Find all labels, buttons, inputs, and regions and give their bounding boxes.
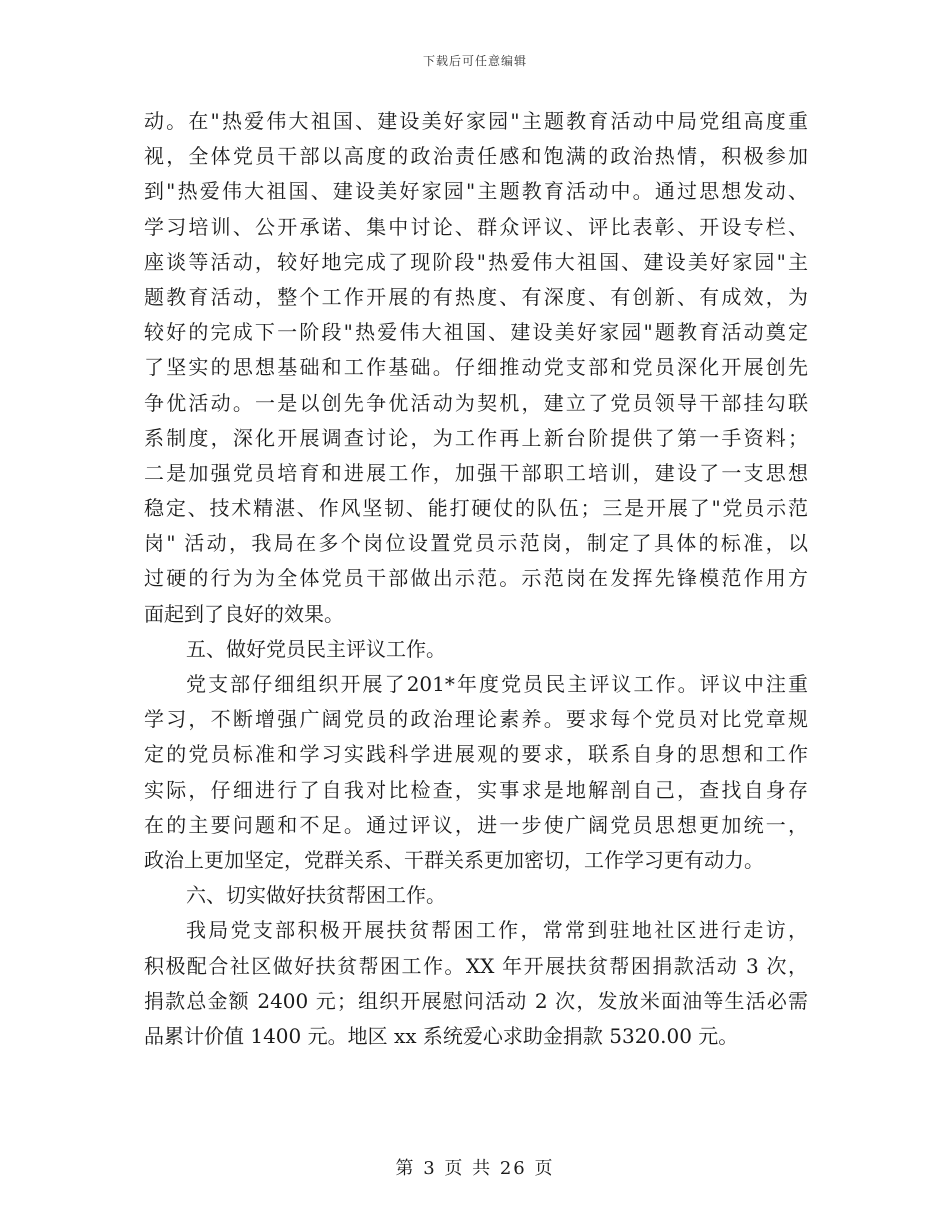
text-line: 在的主要问题和不足。通过评议，进一步使广阔党员思想更加统一， xyxy=(144,812,808,837)
text-line: 积极配合社区做好扶贫帮困工作。XX 年开展扶贫帮困捐款活动 3 次， xyxy=(144,953,808,978)
text-line: 动。在"热爱伟大祖国、建设美好家园"主题教育活动中局党组高度重 xyxy=(144,109,808,133)
text-line: 品累计价值 1400 元。地区 xx 系统爱心求助金捐款 5320.00 元。 xyxy=(144,1023,739,1048)
section-heading: 五、做好党员民主评议工作。 xyxy=(186,636,446,661)
text-line: 面起到了良好的效果。 xyxy=(144,601,344,626)
text-line: 系制度，深化开展调查讨论，为工作再上新台阶提供了第一手资料； xyxy=(144,425,808,450)
text-line: 到"热爱伟大祖国、建设美好家园"主题教育活动中。通过思想发动、 xyxy=(144,179,808,204)
text-line: 定的党员标准和学习实践科学进展观的要求，联系自身的思想和工作 xyxy=(144,742,808,767)
text-line: 实际，仔细进行了自我对比检查，实事求是地解剖自己，查找自身存 xyxy=(144,777,808,802)
text-line: 学习，不断增强广阔党员的政治理论素养。要求每个党员对比党章规 xyxy=(144,707,808,732)
section-heading: 六、切实做好扶贫帮困工作。 xyxy=(186,883,446,908)
text-line: 学习培训、公开承诺、集中讨论、群众评议、评比表彰、开设专栏、 xyxy=(144,214,808,239)
text-line: 座谈等活动，较好地完成了现阶段"热爱伟大祖国、建设美好家园"主 xyxy=(144,249,808,274)
text-line: 捐款总金额 2400 元；组织开展慰问活动 2 次，发放米面油等生活必需 xyxy=(144,988,808,1013)
text-line: 争优活动。一是以创先争优活动为契机，建立了党员领导干部挂勾联 xyxy=(144,390,808,415)
page-number: 第 3 页 共 26 页 xyxy=(395,1158,555,1179)
text-line: 党支部仔细组织开展了201*年度党员民主评议工作。评议中注重 xyxy=(186,672,808,696)
text-line: 岗" 活动，我局在多个岗位设置党员示范岗，制定了具体的标准，以 xyxy=(144,531,808,556)
text-line: 二是加强党员培育和进展工作，加强干部职工培训，建设了一支思想 xyxy=(144,460,808,485)
text-line: 稳定、技术精湛、作风坚韧、能打硬仗的队伍；三是开展了"党员示范 xyxy=(144,496,808,521)
text-line: 较好的完成下一阶段"热爱伟大祖国、建设美好家园"题教育活动奠定 xyxy=(144,320,808,345)
text-line: 题教育活动，整个工作开展的有热度、有深度、有创新、有成效，为 xyxy=(144,284,808,309)
text-line: 了坚实的思想基础和工作基础。仔细推动党支部和党员深化开展创先 xyxy=(144,355,808,380)
document-body xyxy=(144,104,808,1054)
text-line: 过硬的行为为全体党员干部做出示范。示范岗在发挥先锋模范作用方 xyxy=(144,566,808,591)
text-line: 政治上更加坚定，党群关系、干群关系更加密切，工作学习更有动力。 xyxy=(144,847,764,872)
header-note: 下载后可任意编辑 xyxy=(422,54,527,68)
text-line: 我局党支部积极开展扶贫帮困工作，常常到驻地社区进行走访， xyxy=(186,918,808,943)
text-line: 视，全体党员干部以高度的政治责任感和饱满的政治热情，积极参加 xyxy=(144,144,808,169)
